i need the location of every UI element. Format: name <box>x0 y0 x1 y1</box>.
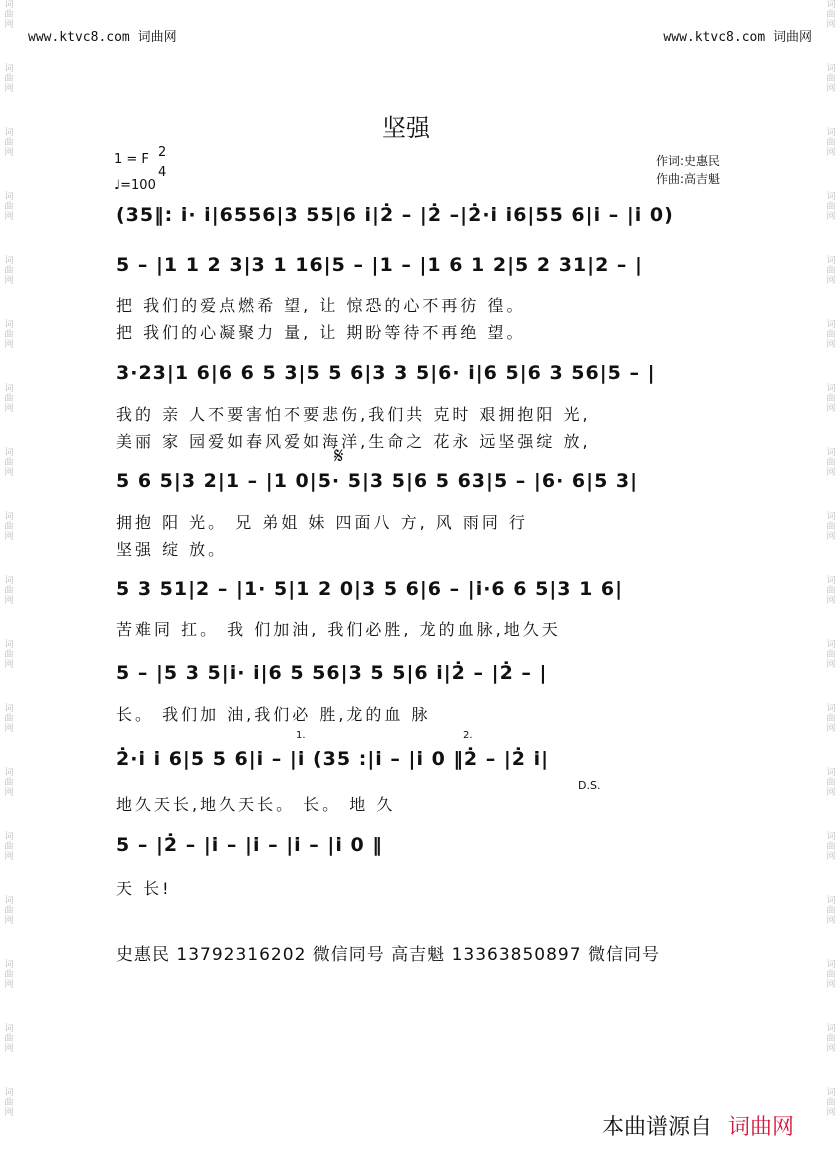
lyric-line-3-verse-2: 美丽 家 园爱如春风爱如海洋,生命之 花永 远坚强绽 放, <box>116 432 591 451</box>
watermark-text: 词曲网 <box>826 832 836 862</box>
lyric-line-4-verse-2: 坚强 绽 放。 <box>116 540 228 559</box>
score-line-5: 5 3 51|2 – |1· 5|1 2 0|3 5 6|6 – |i·6 6 5|3 1 6| <box>116 578 624 600</box>
watermark-text: 词曲网 <box>826 768 836 798</box>
watermark-text: 词曲网 <box>826 0 836 30</box>
watermark-text: 词曲网 <box>826 896 836 926</box>
score-line-7: 2̇·i i 6|5 5 6|i – |i (35 :|i – |i 0 ‖2̇ – |2̇ i| <box>116 748 550 770</box>
watermark-text: 词曲网 <box>4 768 14 798</box>
dal-segno-mark: D.S. <box>578 779 601 792</box>
volta-1: 1. <box>296 730 306 741</box>
source-attribution <box>602 1110 794 1141</box>
watermark-text: 词曲网 <box>826 1024 836 1054</box>
score-line-1: (35‖: i· i|6556|3 55|6 i|2̇ – |2̇ –|2̇·i i6|55 6|i – |i 0) <box>116 204 674 226</box>
lyric-line-2-verse-2: 把 我们的心凝聚力 量, 让 期盼等待不再绝 望。 <box>116 323 526 342</box>
watermark-text: 词曲网 <box>826 1088 836 1118</box>
segno-sign: 𝄋 <box>334 444 344 469</box>
watermark-text: 词曲网 <box>826 704 836 734</box>
lyric-line-2-verse-1: 把 我们的爱点燃希 望, 让 惊恐的心不再彷 徨。 <box>116 296 526 315</box>
watermark-text: 词曲网 <box>4 0 14 30</box>
score-line-8: 5 – |2̇ – |i – |i – |i – |i 0 ‖ <box>116 834 383 856</box>
source-brand-link[interactable]: 词曲网 <box>727 1115 794 1140</box>
watermark-text: 词曲网 <box>826 256 836 286</box>
lyric-line-4-verse-1: 拥抱 阳 光。 兄 弟姐 妹 四面八 方, 风 雨同 行 <box>116 513 528 532</box>
watermark-text: 词曲网 <box>4 1088 14 1118</box>
watermark-text: 词曲网 <box>4 640 14 670</box>
source-label: 本曲谱源自 <box>601 1115 712 1140</box>
score-line-3: 3·23|1 6|6 6 5 3|5 5 6|3 3 5|6· i|6 5|6 3 56|5 – | <box>116 362 656 384</box>
watermark-text: 词曲网 <box>826 320 836 350</box>
time-denominator: 4 <box>158 165 167 180</box>
volta-2: 2. <box>463 730 473 741</box>
watermark-text: 词曲网 <box>826 960 836 990</box>
watermark-text: 词曲网 <box>826 64 836 94</box>
watermark-text: 词曲网 <box>4 512 14 542</box>
watermark-text: 词曲网 <box>4 192 14 222</box>
watermark-text: 词曲网 <box>4 128 14 158</box>
watermark-text: 词曲网 <box>826 576 836 606</box>
time-signature <box>158 143 166 183</box>
watermark-text: 词曲网 <box>4 704 14 734</box>
lyricist-credit: 作词:史惠民 <box>656 154 721 168</box>
watermark-text: 词曲网 <box>4 64 14 94</box>
lyric-line-5: 苦难同 扛。 我 们加油, 我们必胜, 龙的血脉,地久天 <box>116 620 561 639</box>
site-url-right[interactable]: www.ktvc8.com 词曲网 <box>663 30 812 45</box>
watermark-text: 词曲网 <box>4 384 14 414</box>
score-line-6: 5 – |5 3 5|i· i|6 5 56|3 5 5|6 i|2̇ – |2̇ – | <box>116 662 548 684</box>
song-title: 坚强 <box>382 114 430 142</box>
time-numerator: 2 <box>158 145 167 160</box>
watermark-text: 词曲网 <box>826 640 836 670</box>
site-url-left[interactable]: www.ktvc8.com 词曲网 <box>28 30 177 45</box>
lyric-line-3-verse-1: 我的 亲 人不要害怕不要悲伤,我们共 克时 艰拥抱阳 光, <box>116 405 591 424</box>
tempo-marking: ♩=100 <box>114 178 156 193</box>
watermark-text: 词曲网 <box>4 256 14 286</box>
watermark-text: 词曲网 <box>826 128 836 158</box>
watermark-text: 词曲网 <box>4 576 14 606</box>
watermark-text: 词曲网 <box>826 384 836 414</box>
watermark-text: 词曲网 <box>4 960 14 990</box>
left-watermark-strip <box>2 0 16 1169</box>
watermark-text: 词曲网 <box>4 1024 14 1054</box>
watermark-text: 词曲网 <box>4 896 14 926</box>
contact-info: 史惠民 13792316202 微信同号 高吉魁 13363850897 微信同号 <box>116 945 660 965</box>
lyric-line-6: 长。 我们加 油,我们必 胜,龙的血 脉 <box>116 705 431 724</box>
lyric-line-7: 地久天长,地久天长。 长。 地 久 <box>116 795 396 814</box>
score-line-2: 5 – |1 1 2 3|3 1 16|5 – |1 – |1 6 1 2|5 2 31|2 – | <box>116 254 643 276</box>
score-line-4: 5 6 5|3 2|1 – |1 0|5· 5|3 5|6 5 63|5 – |6· 6|5 3| <box>116 470 639 492</box>
watermark-text: 词曲网 <box>826 448 836 478</box>
lyric-line-8: 天 长! <box>116 879 172 898</box>
right-watermark-strip <box>824 0 838 1169</box>
key-signature: 1 = F <box>114 152 149 167</box>
watermark-text: 词曲网 <box>4 832 14 862</box>
watermark-text: 词曲网 <box>4 448 14 478</box>
watermark-text: 词曲网 <box>826 192 836 222</box>
composer-credit: 作曲:高吉魁 <box>656 172 721 186</box>
watermark-text: 词曲网 <box>4 320 14 350</box>
watermark-text: 词曲网 <box>826 512 836 542</box>
